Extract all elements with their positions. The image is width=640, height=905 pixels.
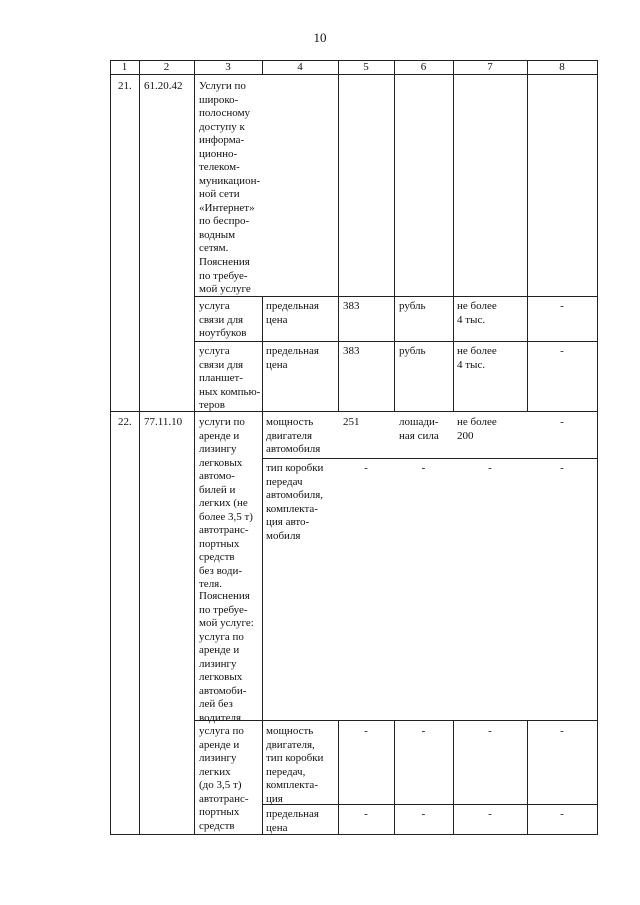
unit-name: рубль [399, 300, 426, 312]
header-cell-4: 4 [297, 61, 303, 73]
sub-service-name: услуга связи для планшет- ных компью- теров [199, 345, 261, 411]
col8-value: - [560, 725, 564, 737]
okei-code: 383 [343, 300, 360, 312]
characteristic: предельная цена [266, 300, 319, 326]
service-note: Пояснения по требуе- мой услуге [199, 256, 251, 295]
header-cell-6: 6 [420, 61, 427, 73]
header-cell-8: 8 [559, 61, 565, 73]
value: - [488, 725, 492, 737]
value: не более 200 [457, 416, 497, 442]
value: - [488, 808, 492, 820]
col8-value: - [560, 300, 564, 312]
characteristic: предельная цена [266, 808, 319, 834]
characteristic: предельная цена [266, 345, 319, 371]
value: - [488, 462, 492, 474]
table-border [597, 60, 598, 835]
table-border [110, 834, 598, 835]
table-border [394, 60, 395, 411]
table-border [262, 296, 263, 411]
okei-code: 383 [343, 345, 360, 357]
col8-value: - [560, 808, 564, 820]
row-number: 22. [118, 416, 132, 428]
col8-value: - [560, 345, 564, 357]
row-number: 21. [118, 80, 132, 92]
col8-value: - [560, 462, 564, 474]
table-border [262, 720, 263, 835]
value: не более 4 тыс. [457, 300, 497, 326]
service-name: услуги по аренде и лизингу легковых автомо- билей и легких (не более 3,5 т) автотранс- портных средств без води- теля. [199, 416, 253, 590]
table-border [262, 458, 598, 459]
okei-code: - [364, 808, 368, 820]
table-border [194, 60, 195, 835]
service-note: Пояснения по требуе- мой услуге: услуга по аренде и лизингу легковых автомоби- лей без водителя [199, 590, 254, 724]
header-cell-7: 7 [487, 61, 493, 73]
page-number: 10 [313, 30, 327, 45]
table-border [338, 60, 339, 411]
table-border [110, 411, 598, 412]
table-border [139, 60, 140, 835]
unit-name: рубль [399, 345, 426, 357]
table-border [194, 341, 598, 342]
unit-name: - [421, 462, 426, 474]
sub-service-name: услуга связи для ноутбуков [199, 300, 247, 339]
okpd-code: 61.20.42 [144, 80, 183, 92]
characteristic: мощность двигателя, тип коробки передач, комплекта- ция [266, 725, 324, 805]
header-cell-1: 1 [121, 61, 128, 73]
unit-name: - [421, 808, 426, 820]
header-cell-3: 3 [225, 61, 231, 73]
okpd-code: 77.11.10 [144, 416, 183, 428]
unit-name: лошади- ная сила [399, 416, 439, 442]
characteristic: мощность двигателя автомобиля [266, 416, 321, 455]
okei-code: 251 [343, 416, 360, 428]
sub-service-name: услуга по аренде и лизингу легких (до 3,5 т) автотранс- портных средств [199, 725, 249, 832]
characteristic: тип коробки передач автомобиля, комплекта- ция авто- мобиля [266, 462, 324, 542]
table-border [453, 60, 454, 411]
table-border [110, 60, 111, 835]
okei-code: - [364, 725, 368, 737]
header-cell-5: 5 [363, 61, 369, 73]
header-cell-2: 2 [163, 61, 170, 73]
unit-name: - [421, 725, 426, 737]
value: не более 4 тыс. [457, 345, 497, 371]
col8-value: - [560, 416, 564, 428]
okei-code: - [364, 462, 368, 474]
service-name: Услуги по широко- полосному доступу к информа- ционно- телеком- муникацион- ной сети «Интернет» по беспро- водным сетям. [199, 80, 261, 254]
